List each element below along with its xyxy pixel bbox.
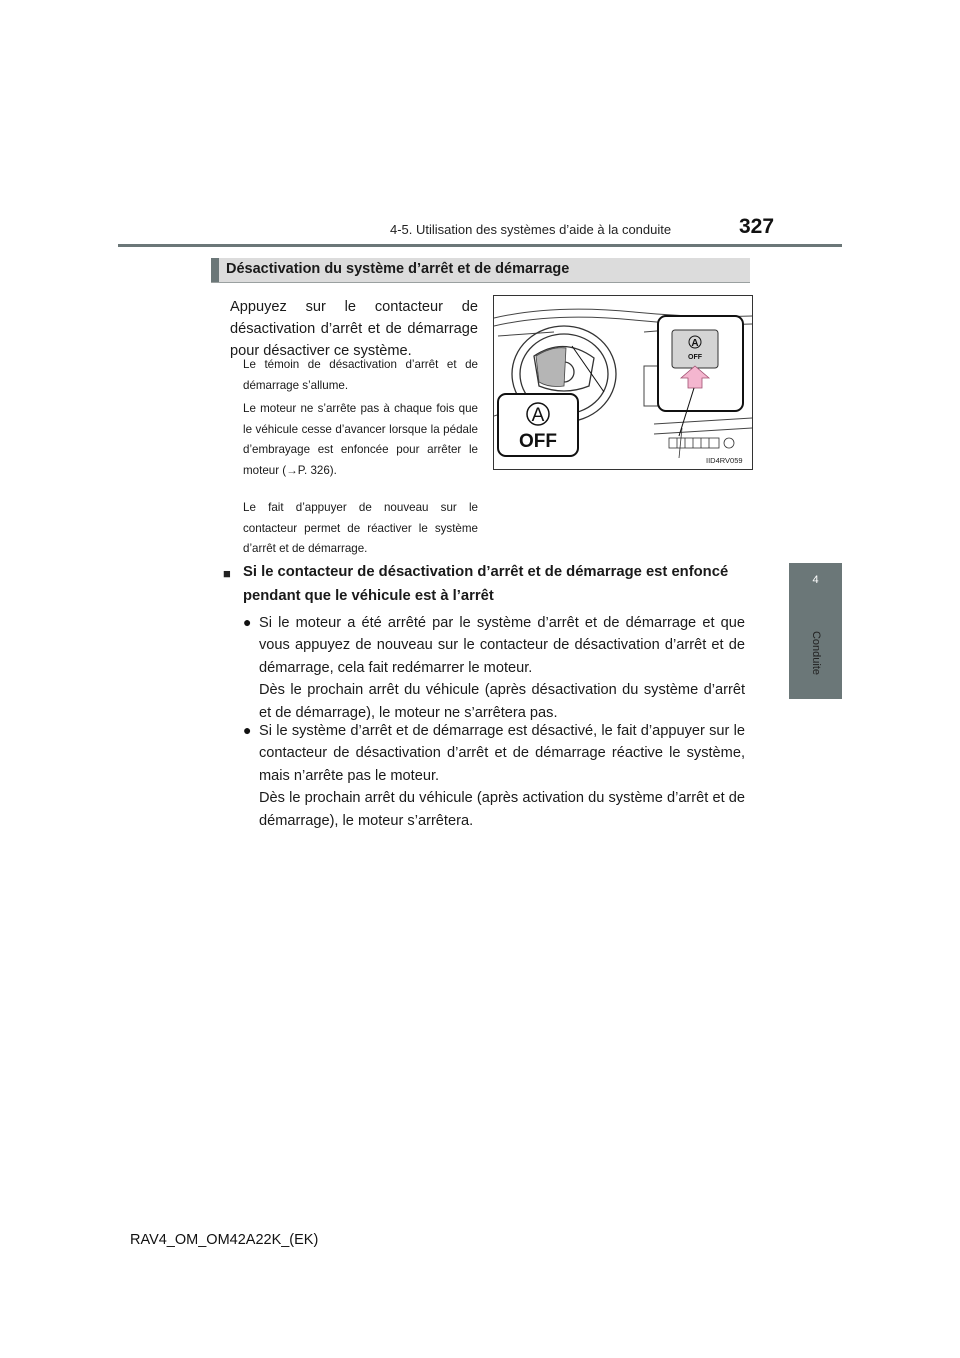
bullet-icon: ● — [243, 722, 252, 738]
bullet-item-line: Dès le prochain arrêt du véhicule (après désactivation du système d’arrêt et de démarrage), le moteur ne s’arrêtera pas. — [259, 682, 745, 721]
header-section-title: 4-5. Utilisation des systèmes d’aide à la conduite — [390, 222, 672, 237]
bullet-item-line: Si le moteur a été arrêté par le système d’arrêt et de démarrage et que vous appuyez de nouveau sur le contacteur de désactivation d’arrêt et de démarrage, cela fait redémarrer le moteur. — [259, 615, 745, 676]
note-reactivate: Le fait d’appuyer de nouveau sur le contacteur permet de réactiver le système d’arrêt et de démarrage. — [243, 501, 478, 555]
chapter-number: 4 — [812, 574, 819, 586]
note-engine-no-stop: Le moteur ne s’arrête pas à chaque fois que le véhicule cesse d’avancer lorsque la pédale d’embrayage est enfoncée pour arrêter le moteur (→P. 326). — [243, 402, 478, 477]
bullet-item — [259, 612, 745, 724]
header-rule — [118, 244, 842, 247]
dashboard-drawing — [494, 296, 752, 469]
section-title-underline — [211, 282, 750, 283]
dashboard-illustration — [493, 295, 753, 470]
subsection-marker-icon: ■ — [223, 566, 231, 581]
callout-button-text: OFF — [688, 354, 702, 361]
large-button-letter: A — [531, 405, 545, 426]
bullet-item-line: Si le système d’arrêt et de démarrage est désactivé, le fait d’appuyer sur le contacteur de désactivation d’arrêt et de démarrage réactive le système, mais n’arrête pas le moteur. — [259, 723, 745, 784]
note-indicator: Le témoin de désactivation d’arrêt et de démarrage s’allume. — [243, 358, 478, 392]
chapter-label-box — [789, 608, 842, 698]
intro-paragraph: Appuyez sur le contacteur de désactivation d’arrêt et de démarrage pour désactiver ce système. — [230, 299, 478, 359]
bullet-icon: ● — [243, 614, 252, 630]
figure-code: IID4RV059 — [706, 456, 743, 465]
chapter-label: Conduite — [809, 630, 822, 676]
subsection-heading: Si le contacteur de désactivation d’arrêt et de démarrage est enfoncé pendant que le véhicule est à l’arrêt — [243, 564, 729, 604]
section-title: Désactivation du système d’arrêt et de démarrage — [226, 261, 570, 277]
callout-button-letter: A — [691, 338, 699, 349]
section-title-accent — [211, 258, 219, 282]
bullet-item-line: Dès le prochain arrêt du véhicule (après activation du système d’arrêt et de démarrage), le moteur s’arrêtera. — [259, 790, 745, 829]
page-number: 327 — [739, 215, 775, 238]
bullet-item — [259, 720, 745, 832]
large-button-text: OFF — [519, 431, 557, 452]
footer-doc-code: RAV4_OM_OM42A22K_(EK) — [130, 1232, 319, 1248]
